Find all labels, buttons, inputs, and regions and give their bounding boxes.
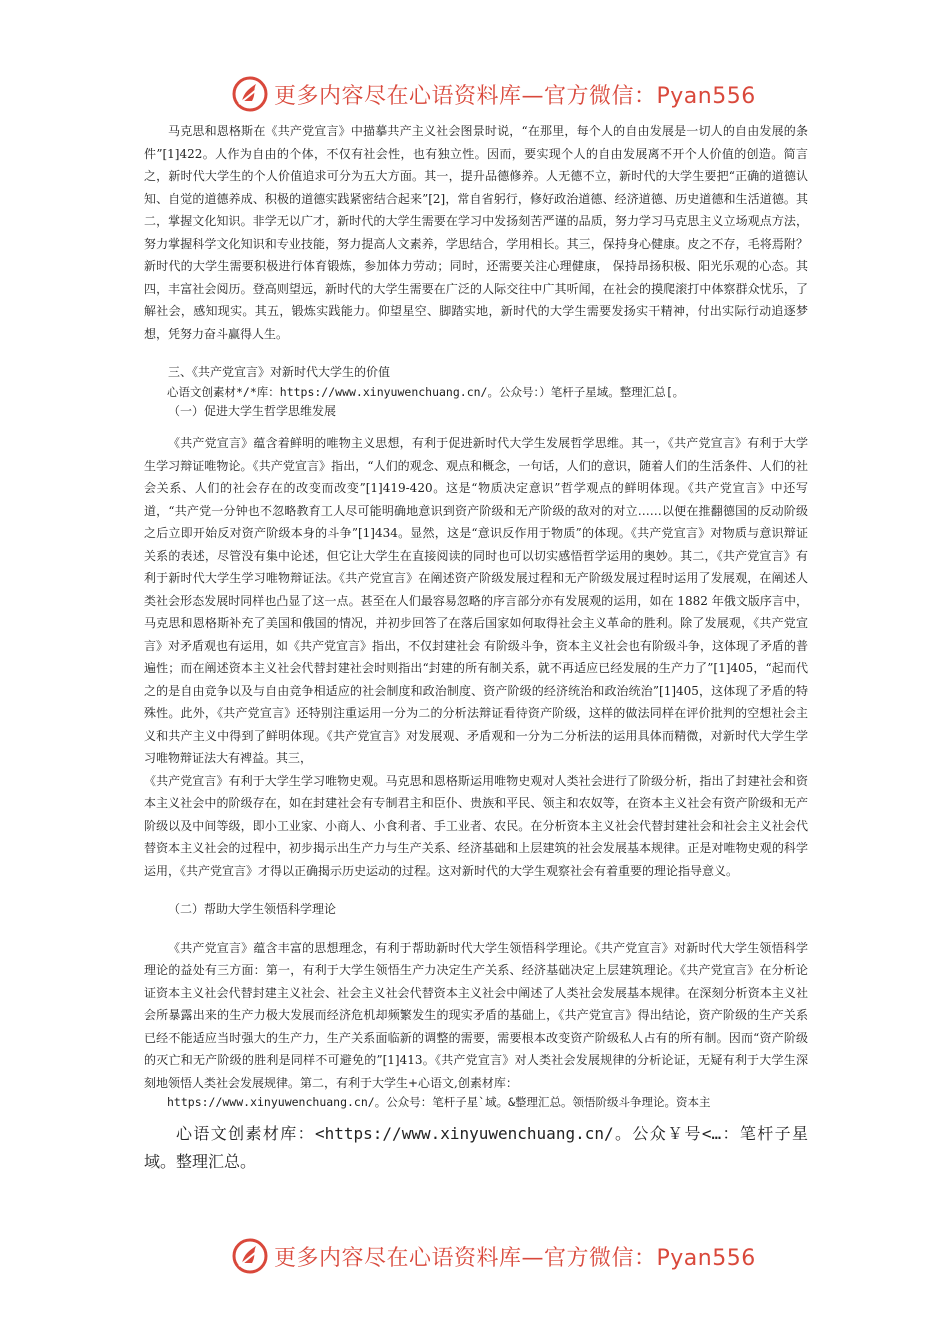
- footer-banner: [0, 1232, 950, 1278]
- watermark-note: https://www.xinyuwenchuang.cn/。公众号：笔杆子星`域。&整理汇总。领悟阶级斗争理论。资本主: [167, 1095, 711, 1109]
- banner-text: 更多内容尽在心语资料库—官方微信：Pyan556: [274, 84, 756, 109]
- watermark-note-large: 心语文创素材库：<https://www.xinyuwenchuang.cn/。公众￥号<…：笔杆子星域。整理汇总。: [144, 1124, 808, 1171]
- paragraph: 《共产党宣言》蕴含着鲜明的唯物主义思想，有利于促进新时代大学生发展哲学思维。其一，《共产党宣言》有利于大学生学习辩证唯物论。《共产党宣言》指出，“人们的观念、观点和概念，一句话，人们的意识，随着人们的生活条件、人们的社会关系、人们的社会存在的改变而改变”[1]419-420。这是“物质决定意识”哲学观点的鲜明体现。《共产党宣言》中还写道，“共产党一分钟也不忽略教育工人尽可能明确地意识到资产阶级和无产阶级的敌对的对立……以便在推翻德国的反动阶级之后立即开始反对资产阶级本身的斗争”[1]434。显然，这是“意识反作用于物质”的体现。《共产党宣言》对物质与意识辩证关系的表述，尽管没有集中论述，但它让大学生在直接阅读的同时也可以切实感悟哲学运用的奥妙。其二，《共产党宣言》有利于新时代大学生学习唯物辩证法。《共产党宣言》在阐述资产阶级发展过程和无产阶级发展过程时运用了发展观，在阐述人类社会形态发展时同样也凸显了这一点。甚至在人们最容易忽略的序言部分亦有发展观的运用，如在 1882 年俄文版序言中，马克思和恩格斯补充了美国和俄国的情况，并初步回答了在落后国家如何取得社会主义革命的胜利。除了发展观，《共产党宣言》对矛盾观也有运用，如《共产党宣言》指出，不仅封建社会 有阶级斗争，资本主义社会也有阶级斗争，这体现了矛盾的普遍性；而在阐述资本主义社会代替封建社会时则指出“封建的所有制关系，就不再适应已经发展的生产力了”[1]405，“起而代之的是自由竞争以及与自由竞争相适应的社会制度和政治制度、资产阶级的经济统治和政治统治”[1]405，这体现了矛盾的特殊性。此外，《共产党宣言》还特别注重运用一分为二的分析法辩证看待资产阶级，这样的做法同样在评价批判的空想社会主义和共产主义中得到了鲜明体现。《共产党宣言》对发展观、矛盾观和一分为二分析法的运用具体而精微，对新时代大学生学习唯物辩证法大有裨益。其三，: [144, 436, 808, 765]
- banner-text: 更多内容尽在心语资料库—官方微信：Pyan556: [274, 1246, 756, 1271]
- subsection-heading: （一）促进大学生哲学思维发展: [168, 403, 337, 418]
- paragraph: 马克思和恩格斯在《共产党宣言》中描摹共产主义社会图景时说，“在那里，每个人的自由发展是一切人的自由发展的条件”[1]422。人作为自由的个体，不仅有社会性，也有独立性。因而，要实现个人的自由发展离不开个人价值的创造。简言之，新时代大学生的个人价值追求可分为五大方面。其一，提升品德修养。人无德不立，新时代的大学生要把“正确的道德认知、自觉的道德养成、积极的道德实践紧密结合起来”[2]，常自省躬行，修好政治道德、经济道德、历史道德和生活道德。其二，掌握文化知识。非学无以广才，新时代的大学生需要在学习中发扬刻苦严谨的品质，努力学习马克思主义立场观点方法，努力掌握科学文化知识和专业技能，努力提高人文素养，学思结合，学用相长。其三，保持身心健康。皮之不存，毛将焉附？新时代的大学生需要积极进行体育锻炼，参加体力劳动；同时，还需要关注心理健康， 保持昂扬积极、阳光乐观的心态。其四，丰富社会阅历。登高则望远，新时代的大学生需要在广泛的人际交往中广其听闻，在社会的摸爬滚打中体察群众忧乐，了解社会，感知现实。其五，锻炼实践能力。仰望星空、脚踏实地，新时代的大学生需要发扬实干精神，付出实际行动追逐梦想，凭努力奋斗赢得人生。: [144, 124, 808, 341]
- article-body: [144, 120, 808, 1176]
- paragraph: 《共产党宣言》蕴含丰富的思想理念，有利于帮助新时代大学生领悟科学理论。《共产党宣言》对新时代大学生领悟科学理论的益处有三方面：第一，有利于大学生领悟生产力决定生产关系、经济基础决定上层建筑理论。《共产党宣言》在分析论证资本主义社会代替封建主义社会、社会主义社会代替资本主义社会中阐述了人类社会发展基本规律。在深刻分析资本主义社会所暴露出来的生产力极大发展而经济危机却频繁发生的现实矛盾的基础上，《共产党宣言》得出结论，资产阶级的生产关系已经不能适应当时强大的生产力，生产关系面临新的调整的需要，需要根本改变资产阶级私人占有的所有制。因而“资产阶级的灭亡和无产阶级的胜利是同样不可避免的”[1]413。《共产党宣言》对人类社会发展规律的分析论证，无疑有利于大学生深刻地领悟人类社会发展规律。第二，有利于大学生+心语文,创素材库：: [144, 940, 808, 1090]
- header-banner: [0, 70, 950, 116]
- flame-seal-icon: [230, 1236, 270, 1276]
- section-heading: 三、《共产党宣言》对新时代大学生的价值: [168, 365, 391, 379]
- flame-seal-icon: [230, 74, 270, 114]
- watermark-note: 心语文创素材*/*库：https://www.xinyuwenchuang.cn/。公众号：）笔杆子星域。整理汇总[。: [167, 384, 685, 399]
- subsection-heading: （二）帮助大学生领悟科学理论: [168, 902, 337, 916]
- paragraph: 《共产党宣言》有利于大学生学习唯物史观。马克思和恩格斯运用唯物史观对人类社会进行了阶级分析，指出了封建社会和资本主义社会中的阶级存在，如在封建社会有专制君主和臣仆、贵族和平民、领主和农奴等，在资本主义社会有资产阶级和无产阶级以及中间等级，即小工业家、小商人、小食利者、手工业者、农民。在分析资本主义社会代替封建社会和社会主义社会代替资本主义社会的过程中，初步揭示出生产力与生产关系、经济基础和上层建筑的社会发展基本规律。正是对唯物史观的科学运用，《共产党宣言》才得以正确揭示历史运动的过程。这对新时代的大学生观察社会有着重要的理论指导意义。: [144, 773, 808, 878]
